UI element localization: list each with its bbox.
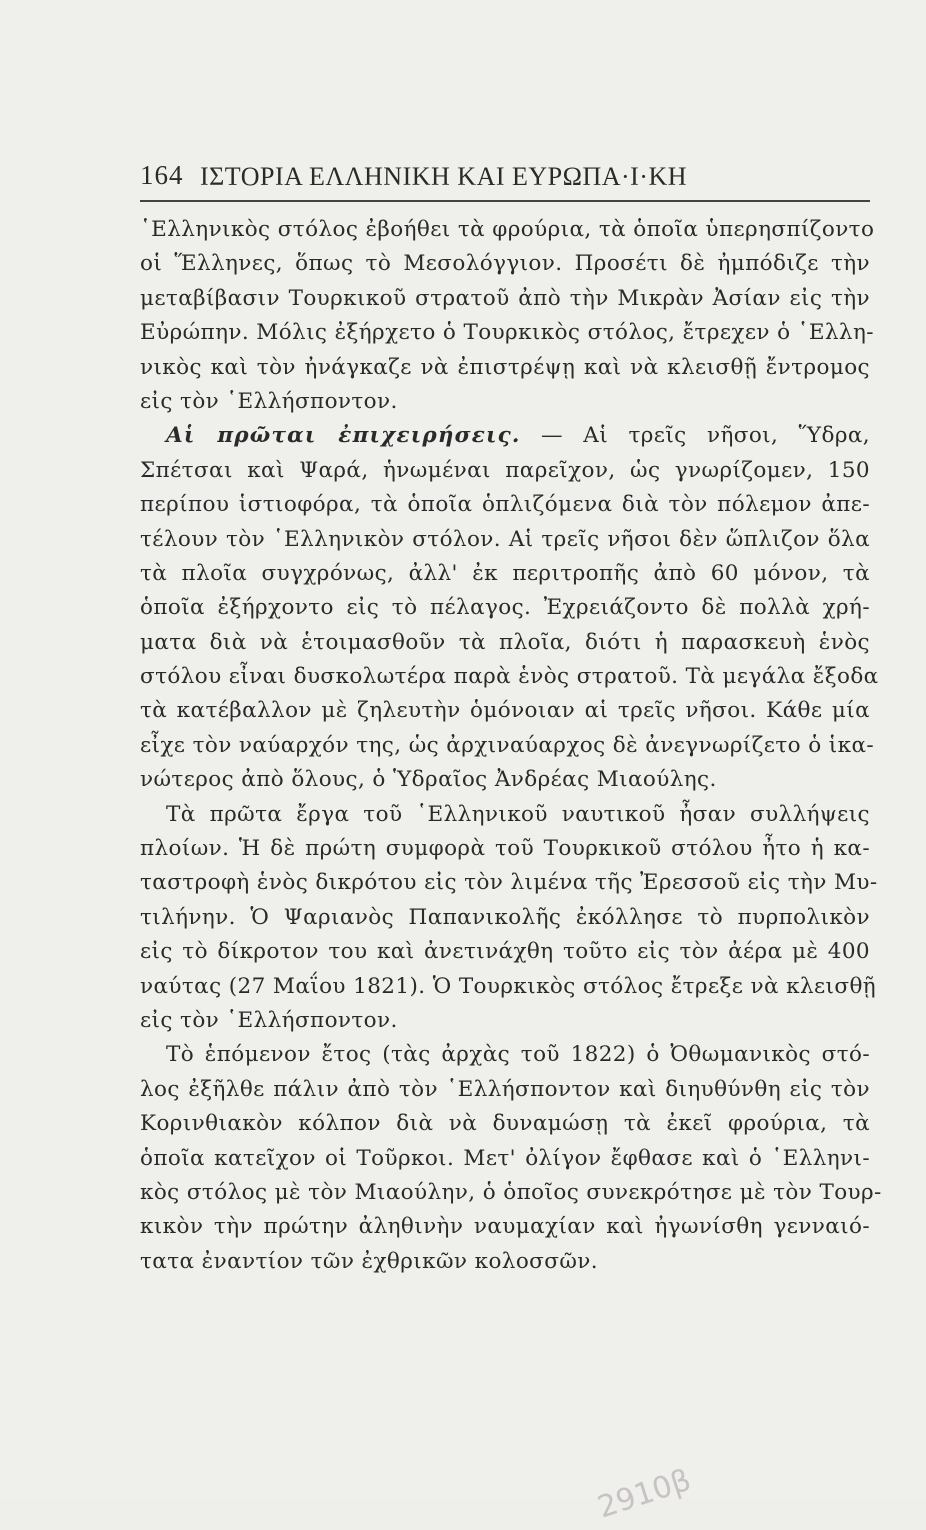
text-line: Τὰ πρῶτα ἔργα τοῦ ῾Ελληνικοῦ ναυτικοῦ ἦσαν συλλήψεις (166, 801, 870, 827)
text-line: στόλου εἶναι δυσκολωτέρα παρὰ ἑνὸς στρατοῦ. Τὰ μεγάλα ἔξοδα (140, 664, 879, 690)
text-line: τὰ κατέβαλλον μὲ ζηλευτὴν ὁμόνοιαν αἱ τρεῖς νῆσοι. Κάθε μία (140, 698, 870, 724)
text-line: ματα διὰ νὰ ἑτοιμασθοῦν τὰ πλοῖα, διότι ἡ παρασκευὴ ἑνὸς (140, 629, 870, 655)
text-line: κὸς στόλος μὲ τὸν Μιαούλην, ὁ ὁποῖος συνεκρότησε μὲ τὸν Τουρ- (140, 1179, 882, 1205)
running-title: ΙΣΤΟΡΙΑ ΕΛΛΗΝΙΚΗ ΚΑΙ ΕΥΡΩΠΑ·Ι·ΚΗ (200, 162, 688, 191)
text-line: λος ἐξῆλθε πάλιν ἀπὸ τὸν ῾Ελλήσποντον καὶ διηυθύνθη εἰς τὸν (140, 1076, 870, 1102)
text-line: πλοίων. Ἡ δὲ πρώτη συμφορὰ τοῦ Τουρκικοῦ στόλου ἦτο ἡ κα- (140, 836, 870, 862)
text-line: τιλήνην. Ὁ Ψαριανὸς Παπανικολῆς ἐκόλλησε τὸ πυρπολικὸν (140, 904, 870, 930)
text-line: εἶχε τὸν ναύαρχόν της, ὡς ἀρχιναύαρχος δὲ ἀνεγνωρίζετο ὁ ἱκα- (140, 732, 875, 758)
text-line: τὰ πλοῖα συγχρόνως, ἀλλ' ἐκ περιτροπῆς ἀπὸ 60 μόνον, τὰ (140, 560, 870, 586)
text-line: Σπέτσαι καὶ Ψαρά, ἡνωμέναι παρεῖχον, ὡς γνωρίζομεν, 150 (140, 457, 870, 483)
text-line: κικὸν τὴν πρώτην ἀληθινὴν ναυμαχίαν καὶ ἠγωνίσθη γενναιό- (140, 1214, 870, 1240)
text-line: ὁποῖα κατεῖχον οἱ Τοῦρκοι. Μετ' ὀλίγον ἔφθασε καὶ ὁ ῾Ελληνι- (140, 1145, 870, 1171)
text-line: ὁποῖα ἐξήρχοντο εἰς τὸ πέλαγος. Ἐχρειάζοντο δὲ πολλὰ χρή- (140, 595, 870, 621)
body-text (140, 213, 882, 1279)
text-line: τέλουν τὸν ῾Ελληνικὸν στόλον. Αἱ τρεῖς νῆσοι δὲν ὥπλιζον ὅλα (140, 526, 870, 552)
section-heading: Αἱ πρῶται ἐπιχειρήσεις. (166, 423, 521, 449)
text-line: τατα ἐναντίον τῶν ἐχθρικῶν κολοσσῶν. (140, 1248, 598, 1274)
text-line: ταστροφὴ ἑνὸς δικρότου εἰς τὸν λιμένα τῆς Ἐρεσσοῦ εἰς τὴν Μυ- (140, 870, 878, 896)
text-line: ναύτας (27 Μαΐου 1821). Ὁ Τουρκικὸς στόλος ἔτρεξε νὰ κλεισθῇ (140, 973, 877, 999)
text-line: νικὸς καὶ τὸν ἠνάγκαζε νὰ ἐπιστρέψῃ καὶ νὰ κλεισθῇ ἔντρομος (140, 354, 870, 380)
text-line: ῾Ελληνικὸς στόλος ἐβοήθει τὰ φρούρια, τὰ ὁποῖα ὑπερησπίζοντο (140, 217, 875, 242)
text-line: Κορινθιακὸν κόλπον διὰ νὰ δυναμώσῃ τὰ ἐκεῖ φρούρια, τὰ (140, 1111, 870, 1137)
text-line: εἰς τὸν ῾Ελλήσποντον. (140, 1007, 398, 1033)
text-line: Εὐρώπην. Μόλις ἐξήρχετο ὁ Τουρκικὸς στόλος, ἔτρεχεν ὁ ῾Ελλη- (140, 320, 874, 346)
page-number: 164 (140, 160, 184, 190)
text-line: νώτερος ἀπὸ ὅλους, ὁ Ὑδραῖος Ἀνδρέας Μιαούλης. (140, 767, 717, 793)
text-line: εἰς τὸ δίκροτον του καὶ ἀνετινάχθη τοῦτο εἰς τὸν ἀέρα μὲ 400 (140, 939, 870, 965)
text-line: μεταβίβασιν Τουρκικοῦ στρατοῦ ἀπὸ τὴν Μικρὰν Ἀσίαν εἰς τὴν (140, 285, 870, 311)
text-run: — Αἱ τρεῖς νῆσοι, Ὕδρα, (540, 423, 871, 449)
text-line: οἱ Ἕλληνες, ὅπως τὸ Μεσολόγγιον. Προσέτι δὲ ἠμπόδιζε τὴν (140, 251, 870, 277)
section-heading-line (140, 419, 870, 453)
text-line: Τὸ ἑπόμενον ἔτος (τὰς ἀρχὰς τοῦ 1822) ὁ Ὀθωμανικὸς στό- (166, 1042, 870, 1068)
text-line: περίπου ἱστιοφόρα, τὰ ὁποῖα ὁπλιζόμενα διὰ τὸν πόλεμον ἀπε- (140, 492, 870, 518)
page-header (140, 160, 870, 202)
pencil-annotation: 2910β (593, 1462, 696, 1526)
text-line: εἰς τὸν ῾Ελλήσποντον. (140, 388, 398, 414)
